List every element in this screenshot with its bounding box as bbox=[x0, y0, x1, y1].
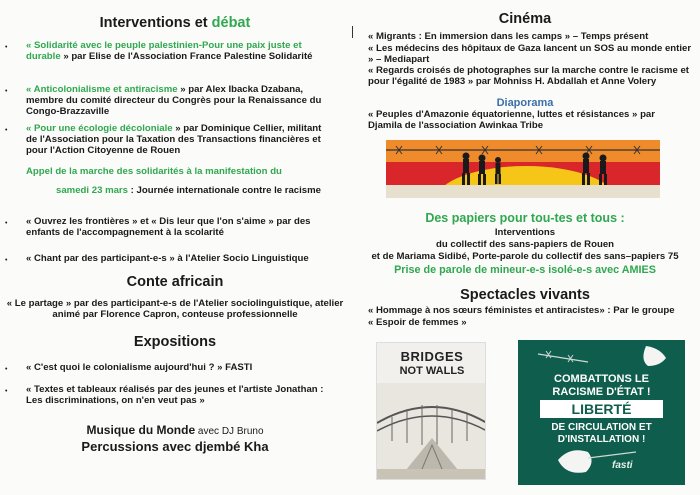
intervention-frontieres: « Ouvrez les frontières » et « Dis leur que l'on s'aime » par des enfants de l'accompagnement à la scolarité bbox=[26, 216, 311, 238]
spectacles-title: Spectacles vivants bbox=[460, 287, 590, 303]
bullet: • bbox=[5, 388, 8, 395]
spectacles-line-1: « Hommage à nos sœurs féministes et antiracistes» : Par le groupe bbox=[368, 305, 675, 316]
spectacles-line-2: « Espoir de femmes » bbox=[368, 317, 467, 328]
conte-title: Conte africain bbox=[126, 274, 224, 290]
exposition-textes: « Textes et tableaux réalisés par des jeunes et l'artiste Jonathan : Les discriminations, on n'en veut pas » bbox=[26, 384, 324, 406]
bullet: • bbox=[5, 220, 8, 227]
bridges-not-walls-poster bbox=[376, 342, 486, 480]
cinema-film-2: « Les médecins des hôpitaux de Gaza lancent un SOS au monde entier » – Mediapart bbox=[368, 43, 692, 65]
fasti-logo: fasti bbox=[612, 460, 633, 471]
musique-line: Musique du Monde avec DJ Bruno bbox=[86, 423, 264, 437]
cinema-title: Cinéma bbox=[498, 11, 552, 27]
conte-text: « Le partage » par des participant-e-s de l'Atelier sociolinguistique, atelier animé par Florence Capron, conteuse professionnelle bbox=[6, 298, 344, 320]
appel-date-line: samedi 23 mars : Journée internationale contre le racisme bbox=[56, 185, 322, 196]
bullet: • bbox=[5, 366, 8, 373]
intervention-palestine: « Solidarité avec le peuple palestinien-Pour une paix juste et durable » par Elise de l'Association France Palestine Solidarité bbox=[26, 40, 313, 62]
cinema-film-1: « Migrants : En immersion dans les camps » – Temps présent bbox=[368, 31, 649, 42]
fasti-liberte-poster bbox=[518, 340, 685, 485]
poster-line-2: RACISME D'ÉTAT ! bbox=[552, 386, 651, 398]
bullet: • bbox=[5, 257, 8, 264]
bullet: • bbox=[5, 44, 8, 51]
interventions-title: Interventions et débat bbox=[99, 15, 251, 31]
poster-line-4: DE CIRCULATION ET bbox=[551, 422, 652, 433]
papiers-mariama: et de Mariama Sidibé, Porte-parole du collectif des sans–papiers 75 bbox=[371, 251, 679, 262]
papiers-title: Des papiers pour tou-tes et tous : bbox=[425, 211, 625, 225]
diaporama-title: Diaporama bbox=[496, 97, 554, 109]
intervention-ecologie: « Pour une écologie décoloniale » par Dominique Cellier, militant de l'Association pour la Taxation des Transactions financières et pour l'Action Citoyenne de Rouen bbox=[26, 123, 322, 156]
bullet: • bbox=[5, 88, 8, 95]
exposition-colonialisme: « C'est quoi le colonialisme aujourd'hui ? » FASTI bbox=[26, 362, 253, 373]
bridge-illustration-image bbox=[377, 383, 486, 480]
column-divider bbox=[352, 26, 353, 38]
cinema-film-3: « Regards croisés de photographes sur la marche contre le racisme et pour l'égalité de 1983 » par Mohniss H. Abdallah et Anne Volery bbox=[368, 65, 689, 87]
papiers-interventions: Interventions bbox=[494, 227, 556, 238]
diaporama-text: « Peuples d'Amazonie équatorienne, luttes et résistances » par Djamila de l'association Awinkaa Tribe bbox=[368, 109, 655, 131]
percussions-line: Percussions avec djembé Kha bbox=[81, 439, 269, 454]
expositions-title: Expositions bbox=[133, 334, 217, 350]
barbed-wire-hands-image bbox=[518, 340, 685, 485]
papiers-collectif-rouen: du collectif des sans-papiers de Rouen bbox=[435, 239, 615, 250]
poster-line-1: COMBATTONS LE bbox=[554, 373, 649, 385]
intervention-anticolonialisme: « Anticolonialisme et antiracisme » par Alex Ibacka Dzabana, membre du comité directeur du Congrès pour la Renaissance du Congo-Brazzaville bbox=[26, 84, 322, 117]
bullet: • bbox=[5, 127, 8, 134]
appel-line: Appel de la marche des solidarités à la manifestation du bbox=[26, 166, 282, 177]
papiers-mineurs: Prise de parole de mineur-e-s isolé-e-s avec AMIES bbox=[394, 264, 656, 276]
poster-liberte: LIBERTÉ bbox=[540, 400, 663, 418]
barbed-wire-banner-image bbox=[386, 140, 660, 198]
intervention-chant: « Chant par des participant-e-s » à l'Atelier Socio Linguistique bbox=[26, 253, 309, 264]
poster-title-1: BRIDGES bbox=[400, 349, 464, 364]
poster-line-5: D'INSTALLATION ! bbox=[557, 434, 646, 445]
poster-title-2: NOT WALLS bbox=[399, 365, 465, 377]
